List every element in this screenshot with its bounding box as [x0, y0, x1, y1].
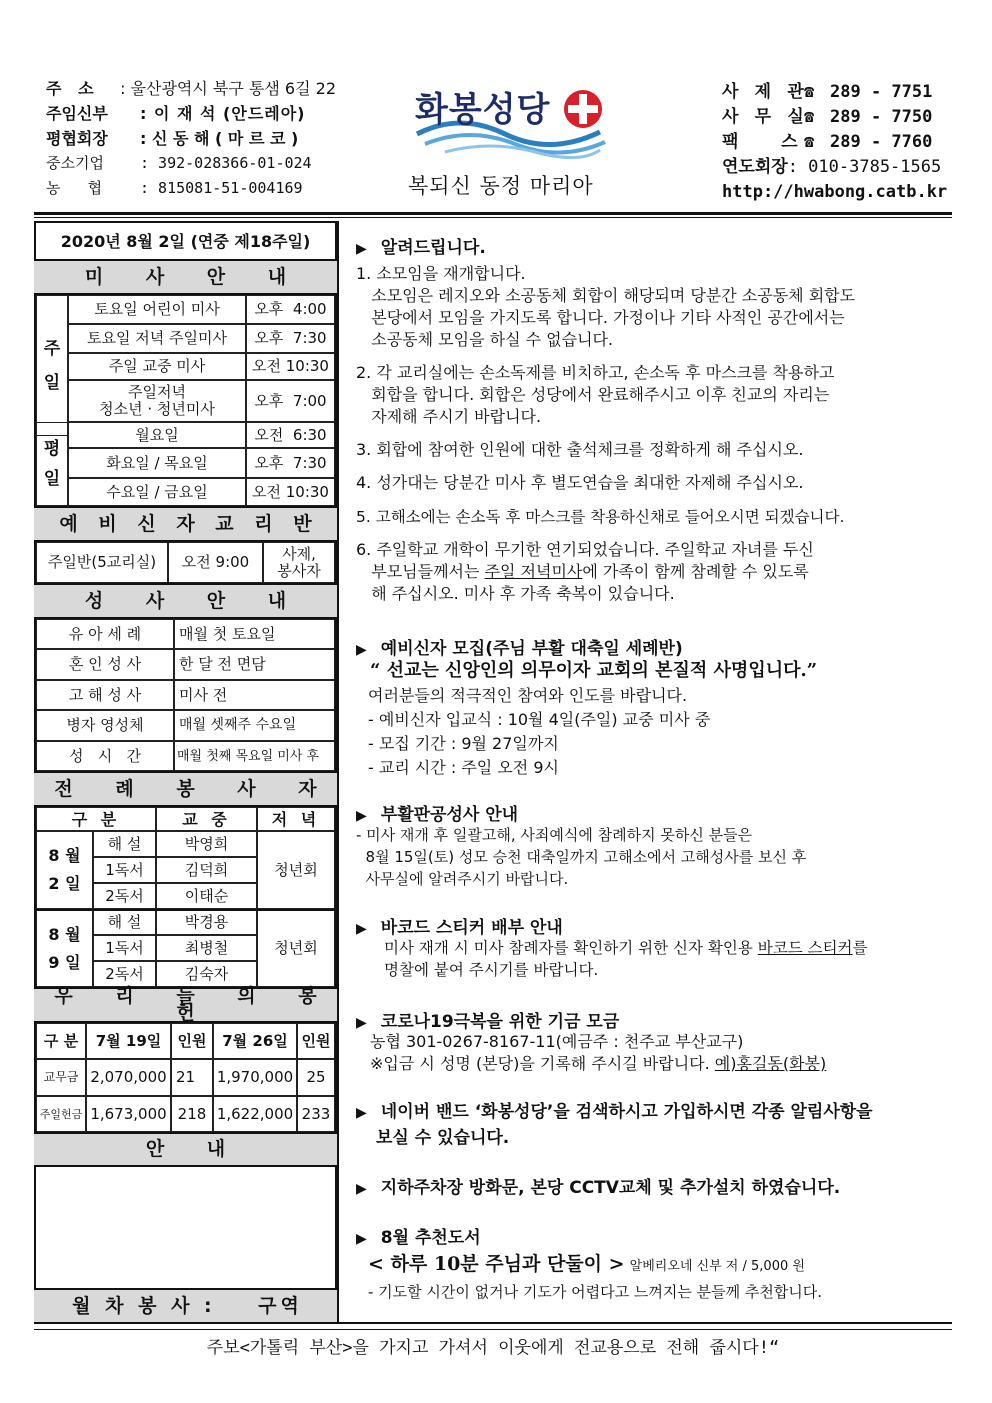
minister-evening: 청년회	[257, 909, 335, 987]
contact-label: 사 제 관	[722, 82, 807, 102]
footer-rule	[34, 1322, 952, 1324]
announcement-line: 회합을 합니다. 회합은 성당에서 완료해주시고 이후 친교의 자리는	[356, 385, 830, 404]
ministers-title: 전 례 봉 사 자	[54, 777, 335, 800]
minister-role: 해 설	[93, 909, 156, 935]
minister-name: 이태순	[156, 883, 257, 909]
recruit-line: - 모집 기간 : 9월 27일까지	[368, 734, 559, 753]
recruit-line: 여러분들의 적극적인 참여와 인도를 바랍니다.	[368, 686, 688, 705]
phone-icon: ☎	[804, 132, 815, 152]
offering-header: 구 분	[36, 1023, 86, 1059]
mass-section-header	[34, 259, 337, 295]
confession-line: - 미사 재개 후 일괄고해, 사죄예식에 참례하지 못하신 분들은	[356, 826, 753, 844]
recruit-quote: “ 선교는 신앙인의 의무이자 교회의 본질적 사명입니다.”	[370, 660, 818, 681]
barcode-details	[384, 937, 868, 981]
announcement-line: 부모님들께서는	[356, 562, 485, 581]
barcode-heading	[356, 913, 563, 938]
fund-title: 코로나19극복을 위한 기금 모금	[380, 1012, 620, 1032]
offering-header: 7월 26일	[213, 1023, 297, 1059]
book-description: - 기도할 시간이 없거나 기도가 어렵다고 느껴지는 분들께 추천합니다.	[368, 1283, 823, 1301]
minister-role: 2독서	[93, 961, 156, 987]
announcement-line: 4. 성가대는 당분간 미사 후 별도연습을 최대한 자제해 주십시오.	[356, 473, 804, 492]
fund-details	[370, 1031, 826, 1075]
recruit-details	[368, 684, 710, 780]
announcement-line: 자제해 주시기 바랍니다.	[356, 407, 542, 426]
sacraments-title: 성 사 안 내	[84, 589, 305, 612]
book-title: < 하루 10분 주님과 단둘이 >	[368, 1253, 625, 1275]
offering-label: 교무금	[36, 1059, 86, 1096]
barcode-sticker-text: 바코드 스티커	[757, 939, 853, 957]
logo-cross-h	[568, 105, 598, 113]
announcements-title: 알려드립니다.	[380, 238, 486, 258]
books-heading	[356, 1223, 481, 1248]
notice-body	[36, 1167, 335, 1288]
triangle-bullet-icon: ▶	[356, 808, 367, 824]
triangle-bullet-icon: ▶	[356, 642, 367, 658]
announcement-line: 6. 주일학교 개학이 무기한 연기되었습니다. 주일학교 자녀를 두신	[356, 540, 814, 559]
fund-account: 농협 301-0267-8167-11(예금주 : 천주교 부산교구)	[370, 1032, 744, 1051]
minister-name: 김숙자	[156, 961, 257, 987]
announcement-line: 2. 각 교리실에는 손소독제를 비치하고, 손소독 후 마스크를 착용하고	[356, 363, 835, 382]
notice-section-header	[34, 1132, 337, 1167]
catechumen-time: 오전 9:00	[168, 542, 263, 583]
church-logo	[415, 82, 600, 152]
mass-name: 화요일 / 목요일	[68, 448, 246, 478]
footer-message: 주보<가톨릭 부산>을 가지고 가셔서 이웃에게 전교용으로 전해 줍시다!“	[206, 1338, 780, 1358]
sacrament-name: 병자 영성체	[36, 710, 174, 741]
contact-label: 사 무 실	[722, 107, 807, 127]
offering-count: 21	[171, 1059, 213, 1096]
barcode-line: 명찰에 붙여 주시기를 바랍니다.	[384, 961, 599, 979]
catechumen-section-header	[34, 506, 337, 542]
mass-name: 수요일 / 금요일	[68, 478, 246, 506]
offering-count: 25	[297, 1059, 335, 1096]
offerings-section-header	[34, 987, 337, 1023]
minister-name: 박경용	[156, 909, 257, 935]
ministers-section-header	[34, 771, 337, 807]
minister-evening: 청년회	[257, 831, 335, 909]
announcement-item-6	[356, 539, 814, 605]
phone-icon: ☎	[804, 107, 815, 127]
pastor-label: 주임신부	[46, 104, 108, 123]
header-rule	[34, 212, 952, 215]
triangle-bullet-icon: ▶	[356, 1105, 367, 1121]
minister-name: 최병철	[156, 935, 257, 961]
mass-time: 오후 7:30	[246, 448, 335, 478]
offering-header: 인원	[297, 1023, 335, 1059]
fund-example: 예)홍길동(화봉)	[714, 1054, 827, 1073]
sunday-evening-mass-link: 주일 저녁미사	[484, 562, 583, 581]
address-label: 주 소	[46, 79, 94, 98]
announcements-heading	[356, 233, 486, 258]
recruit-line: - 예비신자 입교식 : 10월 4일(주일) 교중 미사 중	[368, 710, 711, 729]
offering-count: 218	[171, 1096, 213, 1132]
book-author: 알베리오네 신부 저 / 5,000 원	[629, 1259, 805, 1274]
bank1-label: 중소기업	[46, 154, 104, 172]
minister-header: 교 중	[156, 807, 257, 831]
mass-name: 주일저녁 청소년 · 청년미사	[68, 380, 246, 422]
triangle-bullet-icon: ▶	[356, 1015, 367, 1031]
phone-icon: ☎	[804, 82, 815, 102]
mass-name: 주일 교중 미사	[68, 353, 246, 380]
mass-time: 오전 6:30	[246, 422, 335, 448]
mass-time: 오후 7:30	[246, 324, 335, 353]
contact-label: 팩 스	[722, 132, 801, 152]
barcode-line: 미사 재개 시 미사 참례자를 확인하기 위한 신자 확인용	[384, 939, 758, 957]
announcement-line: 본당에서 모임을 가지도록 합니다. 가정이나 기타 사적인 공간에서는	[356, 308, 845, 327]
triangle-bullet-icon: ▶	[356, 1181, 367, 1197]
sacraments-section-header	[34, 583, 337, 619]
cctv-title: 지하주차장 방화문, 본당 CCTV교체 및 추가설치 하였습니다.	[380, 1178, 841, 1198]
sacrament-value: 미사 전	[174, 680, 335, 710]
recruit-title: 예비신자 모집(주님 부활 대축일 세례반)	[380, 639, 683, 659]
offering-value: 1,970,000	[213, 1059, 297, 1096]
announcement-line: 해 주십시오. 미사 후 가족 축복이 있습니다.	[356, 584, 675, 603]
mass-title: 미 사 안 내	[84, 265, 305, 288]
offering-count: 233	[297, 1096, 335, 1132]
header-rule-thin	[34, 217, 952, 218]
announcement-item-1	[356, 263, 855, 351]
header-info	[46, 76, 336, 201]
announcement-line: 3. 회합에 참여한 인원에 대한 출석체크를 정확하게 해 주십시오.	[356, 440, 804, 459]
yeondo-label: 연도회장	[722, 157, 788, 177]
sacrament-name: 혼 인 성 사	[36, 649, 174, 680]
confession-details	[356, 824, 806, 890]
sacrament-value: 매월 셋째주 수요일	[174, 710, 335, 741]
announcement-item-3	[356, 439, 803, 461]
address: : 울산광역시 북구 통샘 6길 22	[120, 79, 336, 98]
announcement-line: 에 가족이 함께 참례할 수 있도록	[582, 562, 809, 581]
date-line: 2020년 8월 2일 (연중 제18주일)	[60, 231, 311, 251]
announcement-item-4	[356, 472, 803, 494]
sacrament-name: 유 아 세 례	[36, 619, 174, 649]
mass-name: 토요일 저녁 주일미사	[68, 324, 246, 353]
minister-role: 해 설	[93, 831, 156, 857]
offering-label: 주일헌금	[36, 1096, 86, 1132]
confession-line: 사무실에 알려주시기 바랍니다.	[356, 870, 569, 888]
offering-value: 1,622,000	[213, 1096, 297, 1132]
confession-heading	[356, 800, 518, 825]
contact-phone: 289 - 7750	[830, 107, 933, 127]
triangle-bullet-icon: ▶	[356, 921, 367, 937]
minister-role: 1독서	[93, 857, 156, 883]
offering-value: 1,673,000	[86, 1096, 171, 1132]
sacrament-name: 성 시 간	[36, 741, 174, 771]
sacrament-name: 고 해 성 사	[36, 680, 174, 710]
announcement-line: 소공동체 모임을 하실 수 없습니다.	[356, 330, 614, 349]
notice-title: 안 내	[145, 1138, 244, 1160]
mass-time: 오전 10:30	[246, 478, 335, 506]
minister-role: 1독서	[93, 935, 156, 961]
mass-name: 토요일 어린이 미사	[68, 295, 246, 324]
catechumen-class: 주일반(5교리실)	[36, 542, 168, 583]
sacrament-value: 매월 첫째 목요일 미사 후	[174, 741, 335, 771]
confession-line: 8월 15일(토) 성모 승천 대축일까지 고해소에서 고해성사를 보신 후	[356, 848, 807, 866]
monthly-service	[34, 1288, 337, 1322]
book-recommendation	[368, 1249, 805, 1276]
parish-subtitle: 복되신 동정 마리아	[408, 174, 594, 198]
announcement-line: 1. 소모임을 재개합니다.	[356, 264, 526, 283]
logo-text: 화봉성당	[415, 90, 551, 130]
barcode-title: 바코드 스티커 배부 안내	[380, 918, 563, 938]
column-divider	[337, 221, 339, 1322]
contact-info	[722, 80, 952, 205]
triangle-bullet-icon: ▶	[356, 1231, 367, 1247]
offering-header: 7월 19일	[86, 1023, 171, 1059]
monthly-service-text: 월 차 봉 사 : 구역	[72, 1294, 303, 1317]
naver-band-line: 보실 수 있습니다.	[376, 1128, 510, 1148]
mass-time: 오후 7:00	[246, 380, 335, 422]
mass-time: 오전 10:30	[246, 353, 335, 380]
contact-phone: 289 - 7760	[830, 132, 933, 152]
weekday-label: 평 일	[36, 422, 68, 506]
website-url[interactable]: http://hwabong.catb.kr	[722, 182, 948, 202]
books-title: 8월 추천도서	[380, 1228, 481, 1248]
bank2-account: : 815081-51-004169	[140, 179, 303, 197]
naver-band-notice	[356, 1100, 873, 1151]
yeondo-phone: : 010-3785-1565	[787, 157, 942, 177]
minister-header: 저 녁	[257, 807, 335, 831]
mass-time: 오후 4:00	[246, 295, 335, 324]
barcode-line: 를	[852, 939, 868, 957]
catechumen-teacher: 사제, 봉사자	[263, 542, 335, 583]
minister-name: 김덕희	[156, 857, 257, 883]
fund-heading	[356, 1007, 619, 1032]
offering-value: 2,070,000	[86, 1059, 171, 1096]
contact-phone: 289 - 7751	[830, 82, 933, 102]
minister-date: 8 월 2 일	[36, 831, 93, 909]
sacrament-value: 한 달 전 면담	[174, 649, 335, 680]
announcement-item-2	[356, 362, 834, 428]
announcement-line: 5. 고해소에는 손소독 후 마스크를 착용하신채로 들어오시면 되겠습니다.	[356, 508, 845, 526]
council: : 신 동 해 ( 마 르 코 )	[140, 129, 299, 148]
pastor: : 이 재 석 (안드레아)	[140, 104, 306, 123]
minister-name: 박영희	[156, 831, 257, 857]
catechumen-title: 예 비 신 자 교 리 반	[59, 512, 319, 535]
announcement-line: 소모임은 레지오와 소공동체 회합이 해당되며 당분간 소공동체 회합도	[356, 286, 856, 305]
footer-rule-thin	[34, 1329, 952, 1330]
left-column	[34, 221, 337, 1322]
confession-title: 부활판공성사 안내	[380, 805, 519, 825]
council-label: 평협회장	[46, 129, 108, 148]
mass-name: 월요일	[68, 422, 246, 448]
minister-date: 8 월 9 일	[36, 909, 93, 987]
offering-header: 인원	[171, 1023, 213, 1059]
triangle-bullet-icon: ▶	[356, 241, 367, 257]
minister-role: 2독서	[93, 883, 156, 909]
announcement-item-5	[356, 506, 844, 528]
naver-band-line: 네이버 밴드 ‘화봉성당’을 검색하시고 가입하시면 각종 알림사항을	[380, 1102, 873, 1122]
fund-note: ※입금 시 성명 (본당)을 기록해 주시길 바랍니다.	[370, 1054, 715, 1073]
sunday-label: 주 일	[36, 295, 68, 436]
minister-header: 구 분	[36, 807, 156, 831]
cctv-heading	[356, 1173, 840, 1198]
bank1-account: : 392-028366-01-024	[140, 154, 312, 172]
bank2-label: 농 협	[46, 179, 103, 197]
sacrament-value: 매월 첫 토요일	[174, 619, 335, 649]
offerings-title: 우 리 들 의 봉 헌	[54, 985, 335, 1024]
recruit-line: - 교리 시간 : 주일 오전 9시	[368, 758, 559, 777]
